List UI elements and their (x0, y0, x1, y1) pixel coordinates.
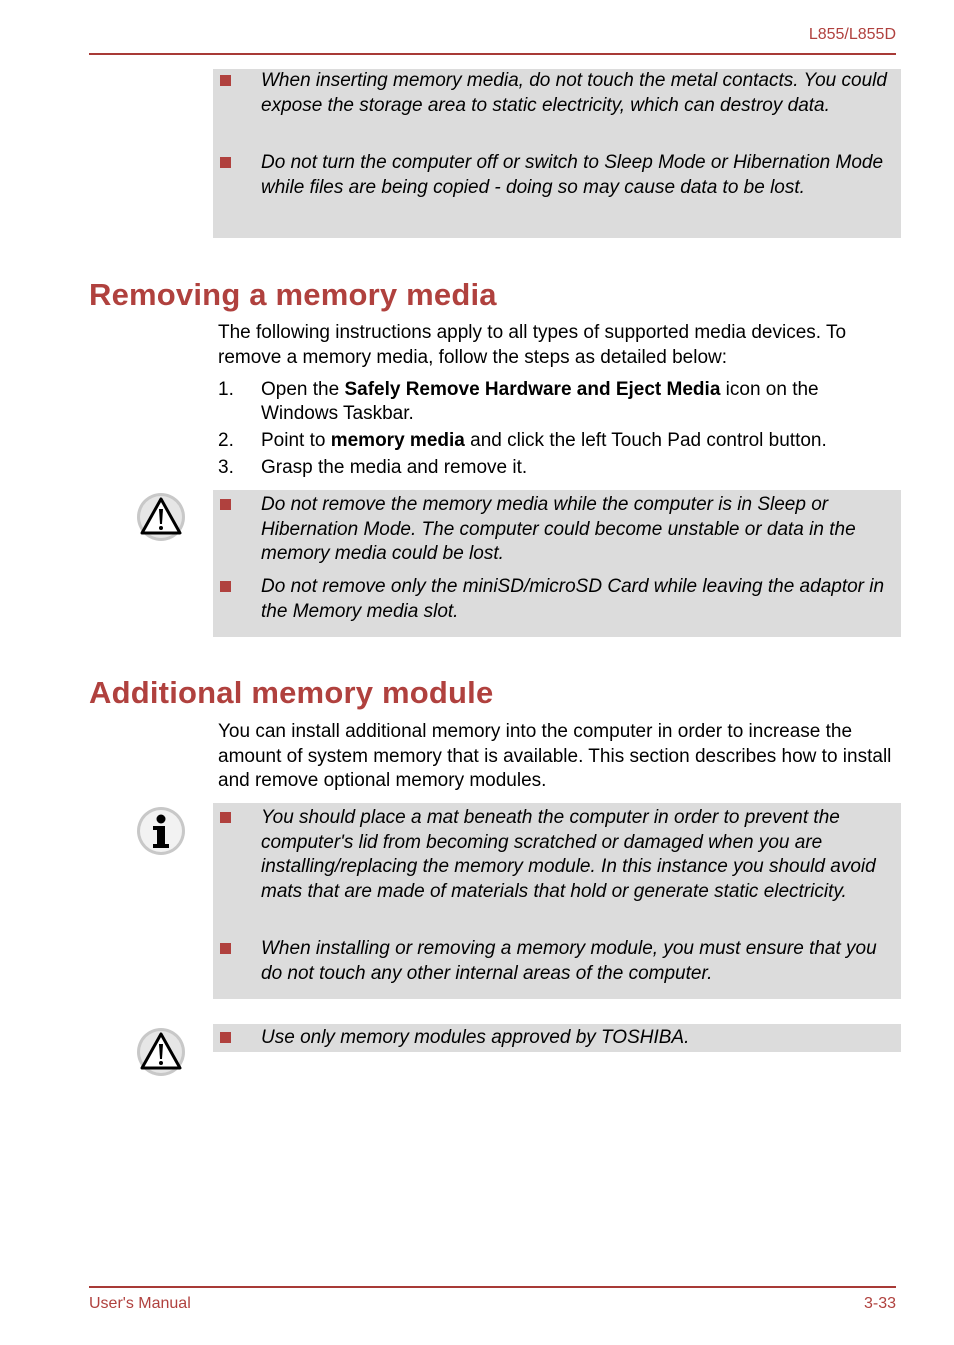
step-number: 2. (218, 430, 234, 451)
note-item (213, 69, 901, 118)
bullet-square (220, 1032, 231, 1043)
note-item (213, 937, 901, 986)
warning-icon (136, 492, 186, 542)
step-number: 1. (218, 379, 234, 400)
step-1 (218, 378, 898, 426)
step-text: and click the left Touch Pad control button. (464, 430, 827, 451)
header-model: L855/L855D (808, 26, 896, 43)
step-3 (218, 456, 898, 480)
note-box-1 (213, 69, 901, 238)
section-intro: You can install additional memory into the computer in order to increase the amount of system memory that is available. This section describes how to install and remove optional memory modules. (218, 721, 892, 791)
note-text: Use only memory modules approved by TOSHIBA. (261, 1027, 690, 1048)
section-title-additional: Additional memory module (89, 675, 494, 710)
section-title-removing: Removing a memory media (89, 277, 497, 312)
step-text: icon on the Windows Taskbar. (261, 379, 819, 424)
step-text: Grasp the media and remove it. (261, 457, 528, 478)
step-text: Open the (261, 379, 345, 400)
step-text: Point to (261, 430, 331, 451)
note-item (213, 806, 901, 904)
note-text: When installing or removing a memory module, you must ensure that you do not touch any other internal areas of the computer. (261, 938, 877, 984)
note-item (213, 151, 901, 200)
bullet-square (220, 157, 231, 168)
step-bold: memory media (330, 430, 465, 451)
bullet-square (220, 812, 231, 823)
bullet-square (220, 581, 231, 592)
step-bold: Safely Remove Hardware and Eject Media (344, 379, 721, 400)
note-text: Do not remove the memory media while the computer is in Sleep or Hibernation Mode. The computer could become unstable or data in the memory media could be lost. (261, 494, 856, 564)
note-box-4 (213, 1024, 901, 1052)
note-box-3 (213, 803, 901, 999)
page-number: 3-33 (863, 1295, 896, 1312)
note-item (213, 1026, 689, 1051)
section-intro: The following instructions apply to all types of supported media devices. To remove a memory media, follow the steps as detailed below: (218, 322, 847, 368)
note-item (213, 493, 901, 567)
bullet-square (220, 499, 231, 510)
header-rule (89, 53, 896, 55)
note-box-2 (213, 490, 901, 637)
step-number: 3. (218, 457, 234, 478)
footer-manual-title: User's Manual (89, 1295, 191, 1312)
bullet-square (220, 75, 231, 86)
note-item (213, 575, 901, 624)
note-text: Do not remove only the miniSD/microSD Card while leaving the adaptor in the Memory media slot. (261, 576, 885, 622)
warning-icon (136, 1027, 186, 1077)
note-text: Do not turn the computer off or switch to Sleep Mode or Hibernation Mode while files are being copied - doing so may cause data to be lost. (261, 152, 884, 198)
note-text: When inserting memory media, do not touch the metal contacts. You could expose the storage area to static electricity, which can destroy data. (261, 70, 887, 116)
info-icon (136, 806, 186, 856)
footer-rule (89, 1286, 896, 1288)
note-text: You should place a mat beneath the computer in order to prevent the computer's lid from becoming scratched or damaged when you are installing/replacing the memory module. In this instance you should avoid mats that are made of materials that hold or generate static electricity. (261, 807, 876, 902)
step-2 (218, 429, 898, 453)
bullet-square (220, 943, 231, 954)
